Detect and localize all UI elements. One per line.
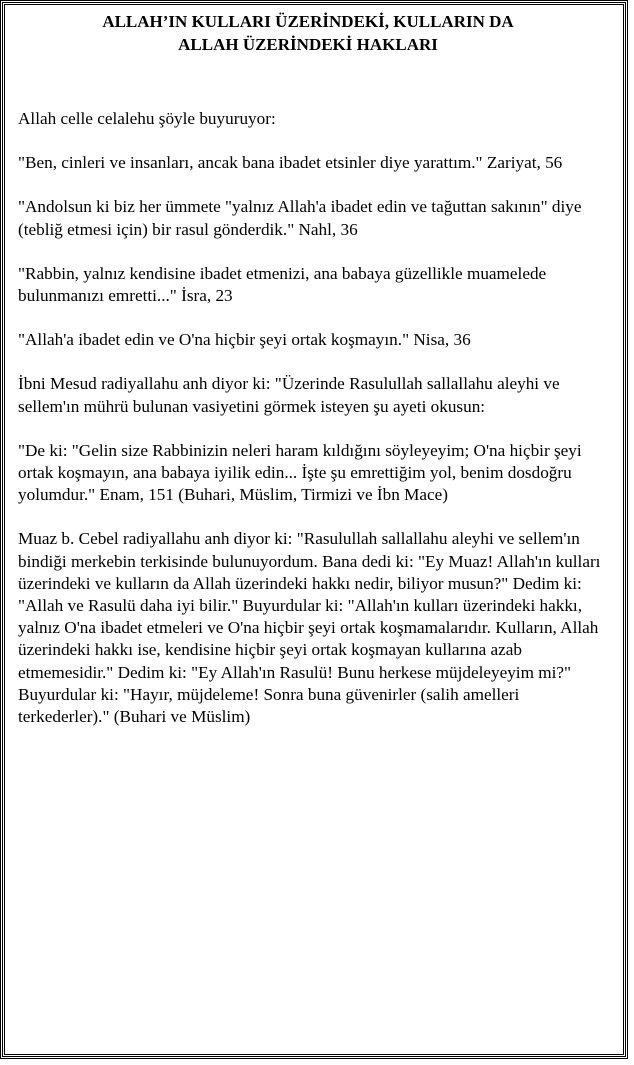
title-line-2: ALLAH ÜZERİNDEKİ HAKLARI — [178, 35, 438, 54]
intro-text: Allah celle celalehu şöyle buyuruyor: — [18, 109, 276, 128]
paragraph-ibni-mesud: İbni Mesud radiyallahu anh diyor ki: "Üzerinde Rasulullah sallallahu aleyhi ve sellem'ın mührü bulunan vasiyetini görmek isteyen şu ayeti okusun: — [18, 374, 560, 416]
paragraph-enam: "De ki: "Gelin size Rabbinizin neleri haram kıldığını söyleyeyim; O'na hiçbir şeyi ortak koşmayın, ana babaya iyilik edin... İşte şu emrettiğim yol, benim dosdoğru yolumdur." Enam, 151 (Buhari, Müslim, Tirmizi ve İbn Mace) — [18, 440, 582, 505]
paragraph-nahl: "Andolsun ki biz her ümmete "yalnız Allah'a ibadet edin ve tağuttan sakının" diye (tebliğ etmesi için) bir rasul gönderdik." Nahl, 36 — [18, 197, 582, 239]
paragraph-nisa: "Allah'a ibadet edin ve O'na hiçbir şeyi ortak koşmayın." Nisa, 36 — [18, 330, 471, 350]
document-title — [18, 10, 614, 56]
title-line-1: ALLAH’IN KULLARI ÜZERİNDEKİ, KULLARIN DA — [102, 12, 514, 31]
paragraph-zariyat: "Ben, cinleri ve insanları, ancak bana ibadet etsinler diye yarattım." Zariyat, 56 — [18, 153, 563, 173]
paragraph-isra: "Rabbin, yalnız kendisine ibadet etmenizi, ana babaya güzellikle muamelede bulunmanızı emretti..." İsra, 23 — [18, 263, 547, 306]
document-body — [18, 10, 614, 728]
paragraph-muaz: Muaz b. Cebel radiyallahu anh diyor ki: "Rasulullah sallallahu aleyhi ve sellem'ın bindiği merkebin terkisinde bulunuyordum. Bana dedi ki: "Ey Muaz! Allah'ın kulları üzerindeki ve kulların da Allah üzerindeki hakkı nedir, biliyor musun?" Dedim ki: "Allah ve Rasulü daha iyi bilir." Buyurdular ki: "Allah'ın kulları üzerindeki hakkı, yalnız O'na ibadet etmeleri ve O'na hiçbir şeyi ortak koşmamalarıdır. Kulların, Allah üzerindeki hakkı ise, kendisine hiçbir şeyi ortak koşmayan kullarına azab etmemesidir." Dedim ki: "Ey Allah'ın Rasulü! Bunu herkese müjdeleyeyim mi?" Buyurdular ki: "Hayır, müjdeleme! Sonra buna güvenirler (salih amelleri terkederler)." (Buhari ve Müslim) — [18, 529, 601, 727]
